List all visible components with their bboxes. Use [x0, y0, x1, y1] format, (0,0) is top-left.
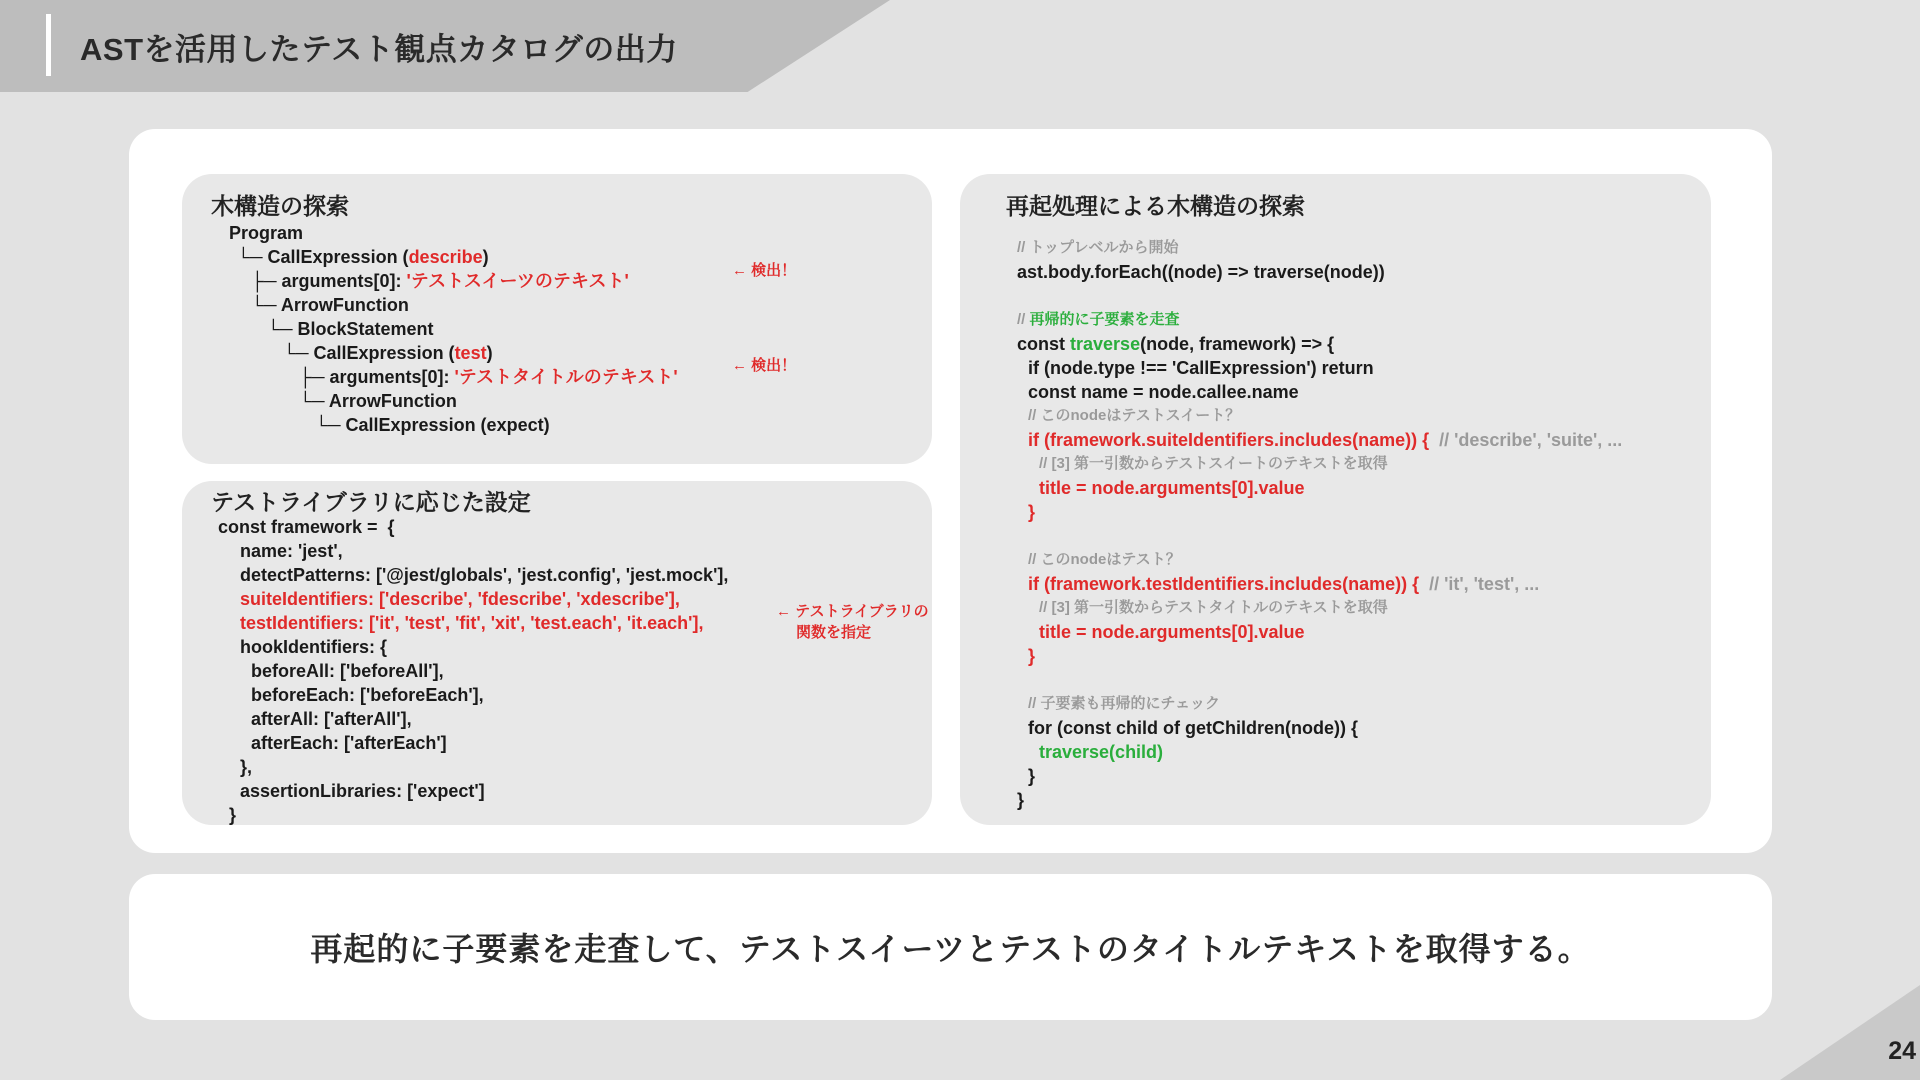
tree-panel-title: 木構造の探索	[211, 193, 349, 219]
config-line-4: suiteIdentifiers: ['describe', 'fdescribe', 'xdescribe'],	[240, 589, 680, 609]
code-line-18: for (const child of getChildren(node)) {	[1028, 718, 1358, 738]
config-line-5: testIdentifiers: ['it', 'test', 'fit', 'xit', 'test.each', 'it.each'],	[240, 613, 704, 633]
header-accent-bar	[46, 14, 51, 76]
config-line-10: afterEach: ['afterEach']	[251, 733, 447, 753]
config-line-2: name: 'jest',	[240, 541, 343, 561]
code-panel-title: 再起処理による木構造の探索	[1006, 193, 1305, 219]
code-line-4: const traverse(node, framework) => {	[1017, 334, 1335, 354]
tree-line-arrow-function: └─ ArrowFunction	[251, 295, 409, 315]
code-line-7: // このnodeはテストスイート？	[1028, 407, 1241, 424]
code-line-11: }	[1028, 502, 1036, 522]
config-line-3: detectPatterns: ['@jest/globals', 'jest.config', 'jest.mock'],	[240, 565, 729, 585]
code-line-14: // [3] 第一引数からテストタイトルのテキストを取得	[1039, 599, 1388, 616]
tree-line-describe: └─ CallExpression (describe)	[237, 247, 489, 267]
detect-note-2: ← 検出！	[732, 357, 797, 374]
tree-line-test: └─ CallExpression (test)	[283, 343, 493, 363]
tree-line-arrow-function-2: └─ ArrowFunction	[299, 391, 457, 411]
code-line-5: if (node.type !== 'CallExpression') return	[1028, 358, 1374, 378]
code-line-1: // トップレベルから開始	[1017, 239, 1179, 256]
code-line-3: // 再帰的に子要素を走査	[1017, 311, 1180, 328]
config-note-line-2: 関数を指定	[796, 624, 872, 641]
page-number: 24	[1888, 1037, 1916, 1065]
code-line-21: }	[1017, 790, 1025, 810]
code-line-8: if (framework.suiteIdentifiers.includes(name)) { // 'describe', 'suite', ...	[1028, 430, 1623, 450]
config-line-13: }	[229, 805, 237, 825]
code-line-2: ast.body.forEach((node) => traverse(node))	[1017, 262, 1385, 282]
config-note-line-1: ← テストライブラリの	[776, 603, 929, 620]
tree-line-suite-arguments: ├─ arguments[0]: 'テストスイーツのテキスト'	[251, 271, 629, 291]
code-line-15: title = node.arguments[0].value	[1039, 622, 1305, 642]
code-line-10: title = node.arguments[0].value	[1039, 478, 1305, 498]
code-line-19: traverse(child)	[1039, 742, 1164, 762]
code-line-20: }	[1028, 766, 1036, 786]
config-line-7: beforeAll: ['beforeAll'],	[251, 661, 444, 681]
code-line-16: }	[1028, 646, 1036, 666]
tree-line-test-arguments: ├─ arguments[0]: 'テストタイトルのテキスト'	[299, 367, 678, 387]
page-title: ASTを活用したテスト観点カタログの出力	[80, 32, 678, 67]
config-line-9: afterAll: ['afterAll'],	[251, 709, 412, 729]
config-line-8: beforeEach: ['beforeEach'],	[251, 685, 484, 705]
tree-line-program: Program	[229, 223, 304, 243]
config-line-12: assertionLibraries: ['expect']	[240, 781, 485, 801]
config-line-11: },	[240, 757, 253, 777]
tree-line-expect: └─ CallExpression (expect)	[315, 415, 550, 435]
detect-note-1: ← 検出！	[732, 262, 797, 279]
code-line-6: const name = node.callee.name	[1028, 382, 1299, 402]
config-line-1: const framework = {	[218, 517, 395, 537]
code-line-17: // 子要素も再帰的にチェック	[1028, 695, 1221, 712]
summary-text: 再起的に子要素を走査して、テストスイーツとテストのタイトルテキストを取得する。	[310, 931, 1591, 967]
config-panel-title: テストライブラリに応じた設定	[211, 489, 531, 515]
code-line-12: // このnodeはテスト？	[1028, 551, 1181, 568]
tree-line-block-statement: └─ BlockStatement	[267, 319, 434, 339]
config-line-6: hookIdentifiers: {	[240, 637, 388, 657]
code-line-13: if (framework.testIdentifiers.includes(name)) { // 'it', 'test', ...	[1028, 574, 1540, 594]
code-line-9: // [3] 第一引数からテストスイートのテキストを取得	[1039, 455, 1388, 472]
